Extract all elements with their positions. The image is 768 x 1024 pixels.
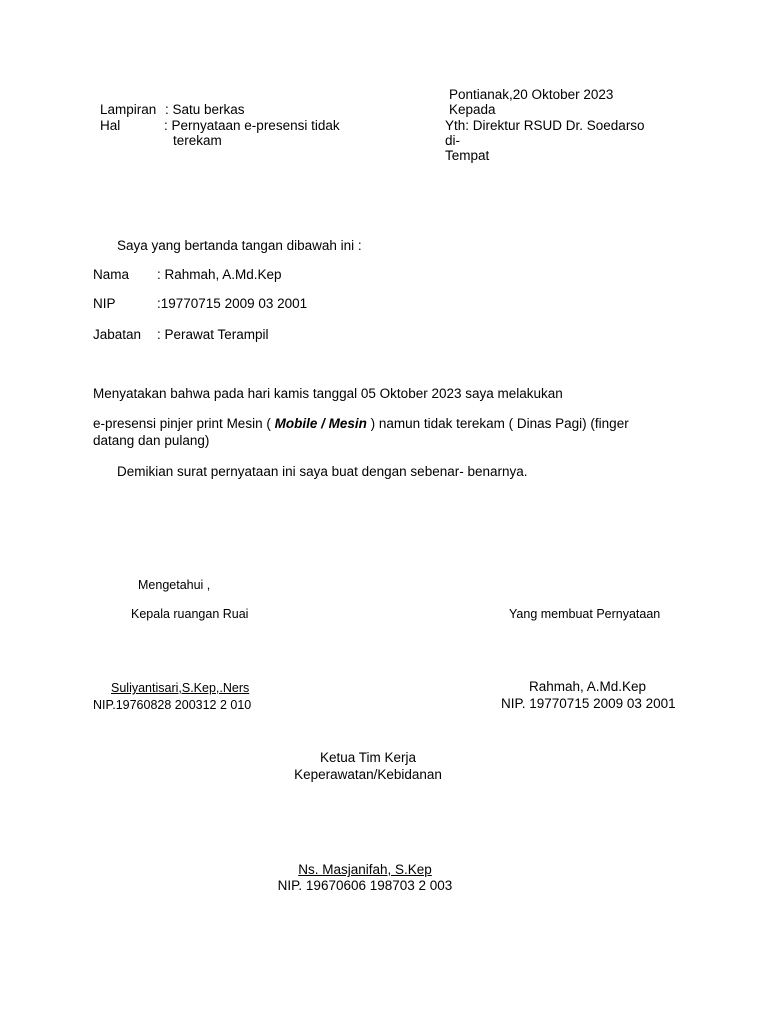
- left-signer-name: Suliyantisari,S.Kep,.Ners: [111, 681, 250, 695]
- closing-text: Demikian surat pernyataan ini saya buat dengan sebenar- benarnya.: [117, 464, 528, 479]
- recipient-di: di-: [445, 133, 461, 148]
- mengetahui: Mengetahui ,: [138, 578, 211, 592]
- lampiran-value: : Satu berkas: [165, 102, 245, 117]
- nip-label: NIP: [93, 296, 116, 311]
- left-signer-title: Kepala ruangan Ruai: [131, 607, 249, 621]
- nip-value: :19770715 2009 03 2001: [157, 296, 308, 311]
- center-signer-title-line1: Ketua Tim Kerja: [319, 750, 417, 765]
- intro-text: Saya yang bertanda tangan dibawah ini :: [117, 238, 362, 253]
- statement-line2: [93, 416, 629, 432]
- recipient-tempat: Tempat: [445, 148, 490, 163]
- statement-mobile-mesin: Mobile / Mesin: [274, 416, 367, 431]
- nama-value: : Rahmah, A.Md.Kep: [157, 267, 282, 282]
- jabatan-value: : Perawat Terampil: [157, 327, 269, 342]
- center-signer-title-line2: Keperawatan/Kebidanan: [294, 767, 442, 782]
- hal-value-line1: : Pernyataan e-presensi tidak: [164, 118, 340, 133]
- statement-line2-pre: e-presensi pinjer print Mesin (: [93, 416, 275, 431]
- recipient-yth: Yth: Direktur RSUD Dr. Soedarso: [445, 118, 645, 133]
- statement-line2-post: ) namun tidak terekam ( Dinas Pagi) (finger: [366, 416, 629, 431]
- right-signer-title: Yang membuat Pernyataan: [509, 607, 661, 621]
- nama-label: Nama: [93, 267, 130, 282]
- lampiran-label: Lampiran: [100, 102, 157, 117]
- statement-line3: datang dan pulang): [93, 433, 210, 448]
- kepada: Kepada: [449, 102, 496, 117]
- center-signer-name: Ns. Masjanifah, S.Kep: [298, 862, 432, 877]
- right-signer-name: Rahmah, A.Md.Kep: [529, 679, 647, 694]
- hal-value-line2: terekam: [173, 133, 222, 148]
- right-signer-nip: NIP. 19770715 2009 03 2001: [501, 696, 676, 711]
- statement-line1: Menyatakan bahwa pada hari kamis tanggal 05 Oktober 2023 saya melakukan: [93, 386, 563, 401]
- place-date: Pontianak,20 Oktober 2023: [449, 87, 614, 102]
- jabatan-label: Jabatan: [93, 327, 142, 342]
- left-signer-nip: NIP.19760828 200312 2 010: [93, 698, 252, 712]
- center-signer-nip: NIP. 19670606 198703 2 003: [277, 878, 453, 893]
- hal-label: Hal: [100, 118, 121, 133]
